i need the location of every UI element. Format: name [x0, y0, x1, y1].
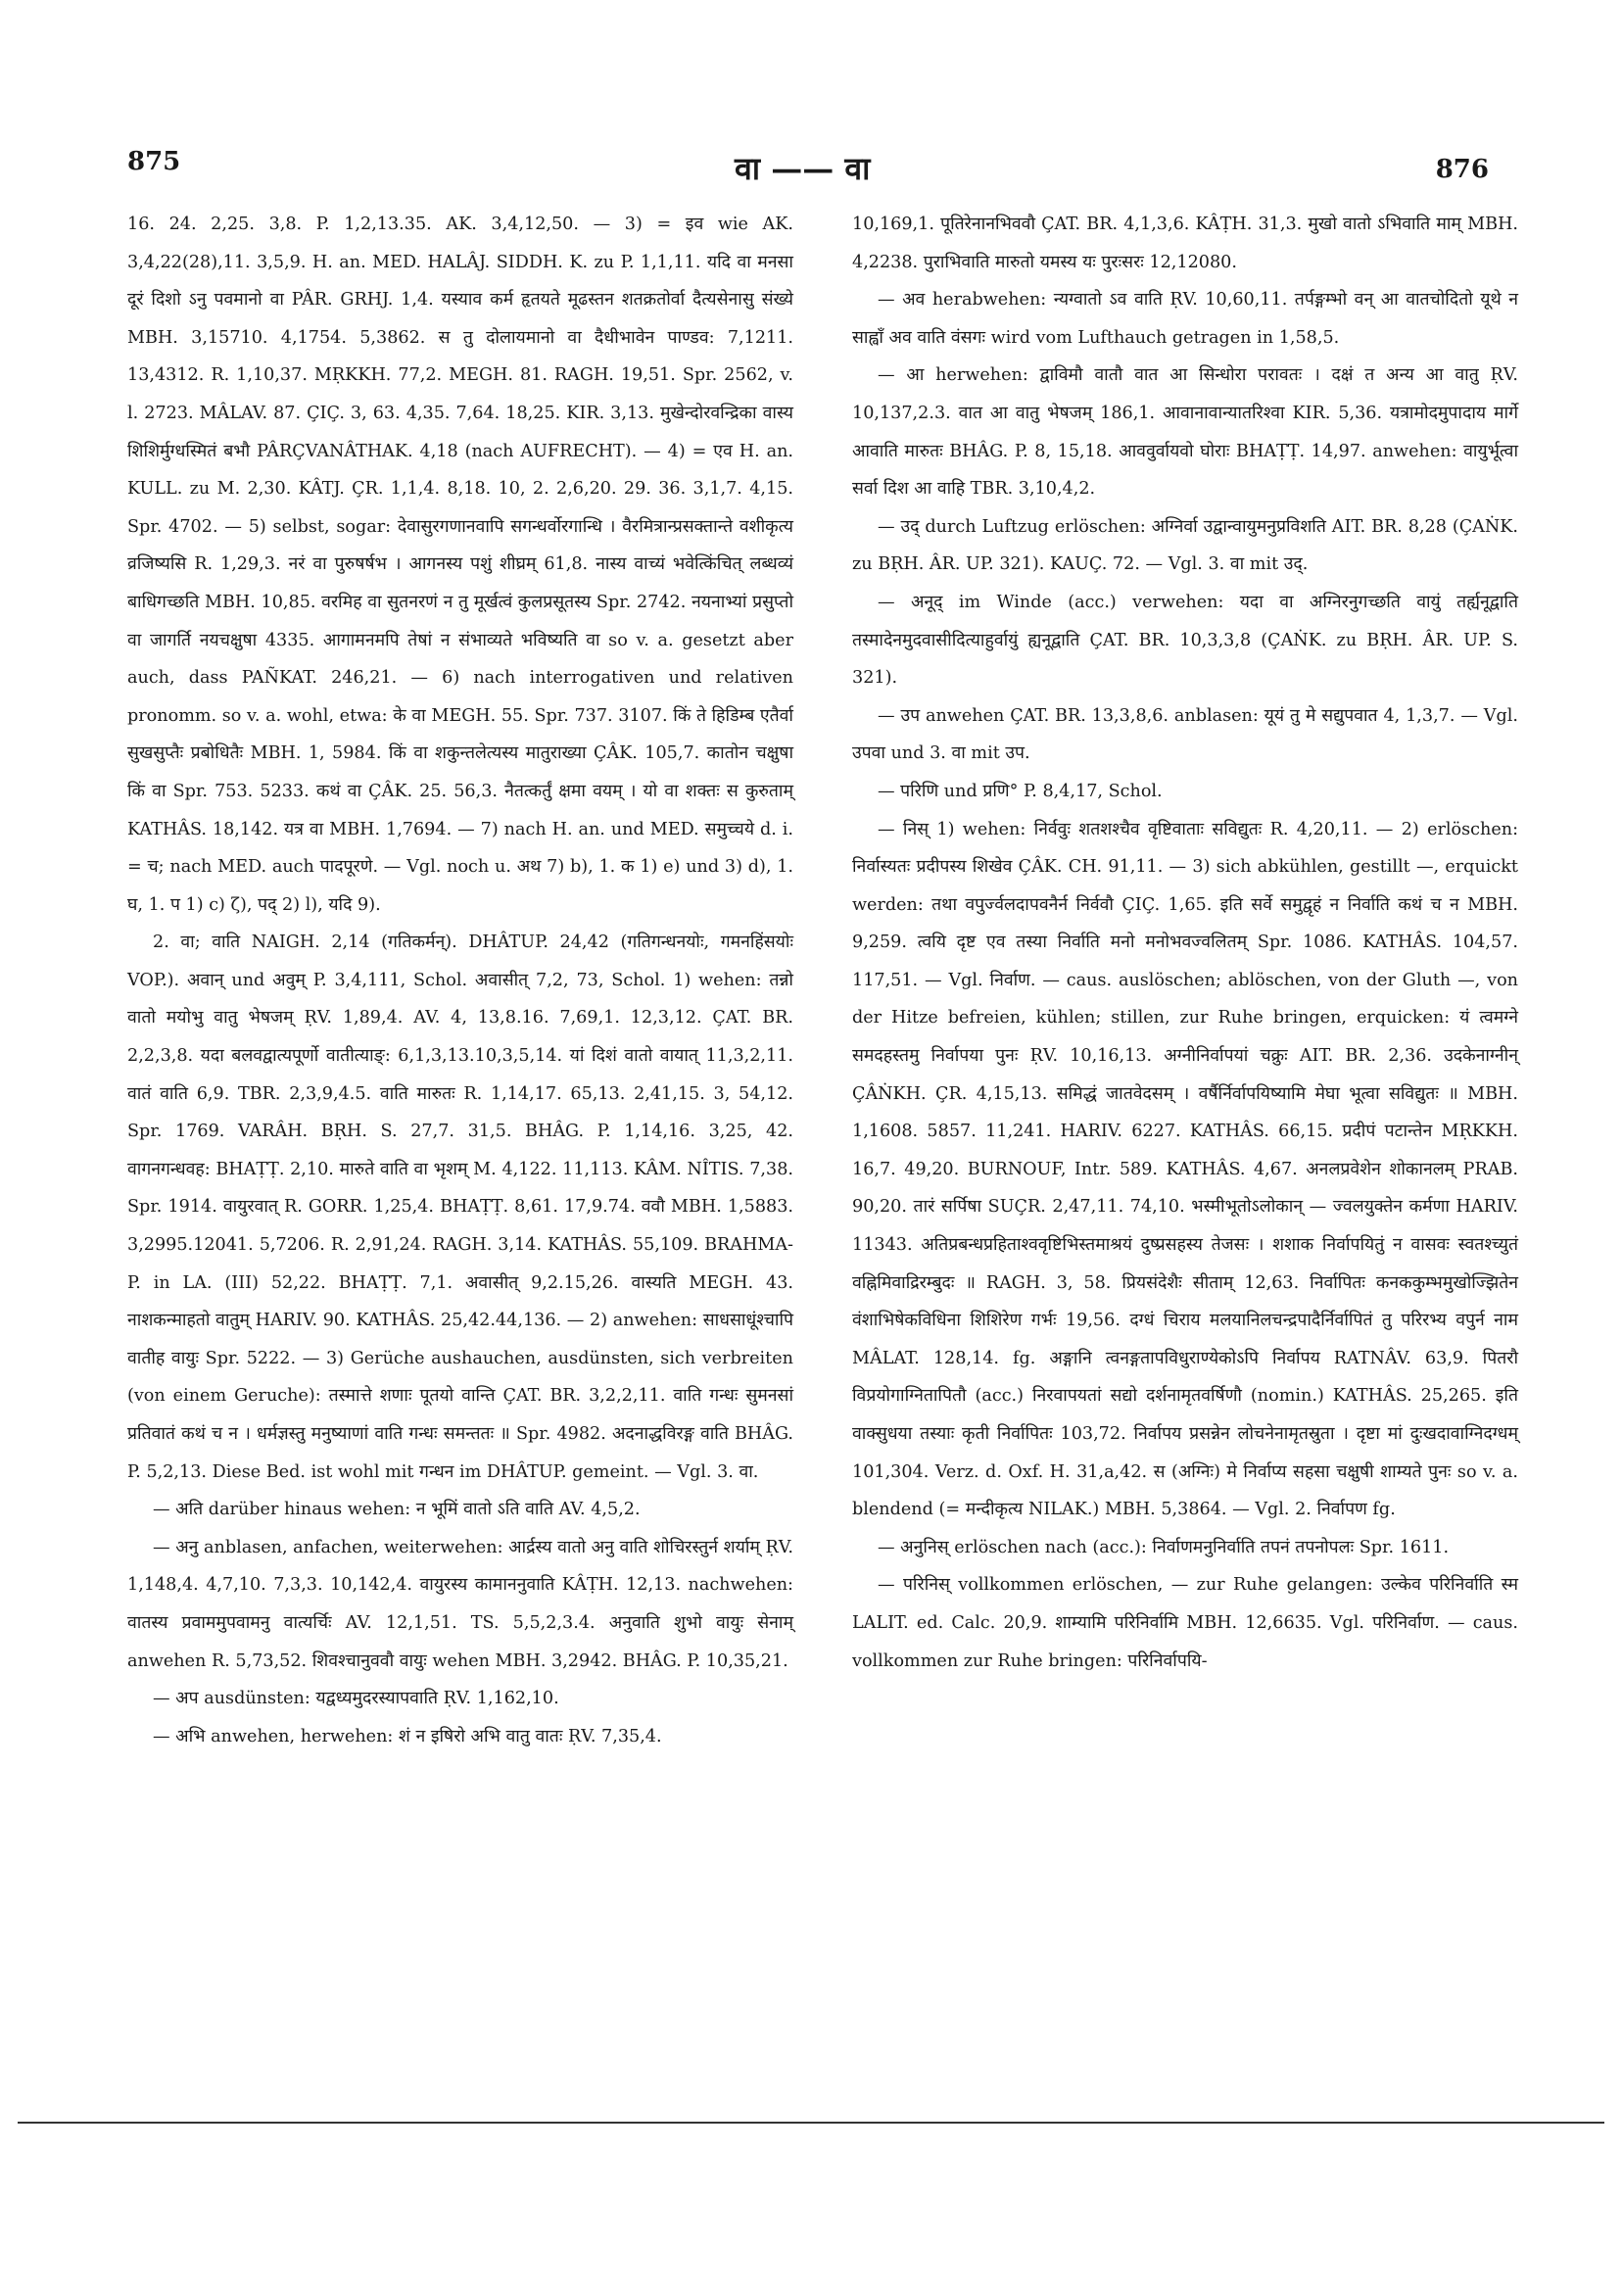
page-number-right: 876: [1435, 155, 1489, 184]
dictionary-paragraph: — अति darüber hinaus wehen: न भूमिं वातो ऽति वाति AV. 4,5,2.: [153, 1500, 641, 1520]
dictionary-paragraph: — अभि anwehen, herwehen: शं न इषिरो अभि वातु वातः ṚV. 7,35,4.: [153, 1726, 662, 1746]
dictionary-paragraph: 2. वा; वाति NAIGH. 2,14 (गतिकर्मन्). DHÂTUP. 24,42 (गतिगन्धनयोः, गमनहिंसयोः VOP.). अवान् und अवुम् P. 3,4,111, Schol. अवासीत् 7,2, 73, Schol. 1) wehen: तन्नो वातो मयोभु वातु भेषजम् ṚV. 1,89,4. AV. 4, 13,8.16. 7,69,1. 12,3,12. ÇAT. BR. 2,2,3,8. यदा बलवद्वात्यपूर्णो वातीत्याङ्: 6,1,3,13.10,3,5,14. यां दिशं वातो वायात् 11,3,2,11. वातं वाति 6,9. TBR. 2,3,9,4.5. वाति मारुतः R. 1,14,17. 65,13. 2,41,15. 3, 54,12. Spr. 1769. VARÂH. BṚH. S. 27,7. 31,5. BHÂG. P. 1,14,16. 3,25, 42. वागनगन्धवह: BHAṬṬ. 2,10. मारुते वाति वा भृशम् M. 4,122. 11,113. KÂM. NÎTIS. 7,38. Spr. 1914. वायुरवात् R. GORR. 1,25,4. BHAṬṬ. 8,61. 17,9.74. ववौ MBH. 1,5883. 3,2995.12041. 5,7206. R. 2,91,24. RAGH. 3,14. KATHÂS. 55,109. BRAHMA-P. in LA. (III) 52,22. BHAṬṬ. 7,1. अवासीत् 9,2.15,26. वास्यति MEGH. 43. नाशकन्माहतो वातुम् HARIV. 90. KATHÂS. 25,42.44,136. — 2) anwehen: साधसाधूंश्चापि वातीह वायुः Spr. 5222. — 3) Gerüche aushauchen, ausdünsten, sich verbreiten (von einem Geruche): तस्मात्ते शणाः पूतयो वान्ति ÇAT. BR. 3,2,2,11. वाति गन्धः सुमनसां प्रतिवातं कथं च न । धर्मज्ञस्तु मनुष्याणां वाति गन्धः समन्ततः ॥ Spr. 4982. अदनाद्धविरङ्ग वाति BHÂG. P. 5,2,13. Diese Bed. ist wohl mit गन्धन im DHÂTUP. gemeint. — Vgl. 3. वा.: [127, 933, 793, 1482]
bottom-rule: [18, 2122, 1604, 2124]
page-number-left: 875: [127, 147, 181, 176]
dictionary-paragraph: — अप ausdünsten: यद्वध्यमुदरस्यापवाति ṚV. 1,162,10.: [153, 1689, 559, 1709]
dictionary-paragraph: — अनूद् im Winde (acc.) verwehen: यदा वा अग्निरनुगच्छति वायुं तर्ह्यनूद्वाति तस्मादेनमुदवासीदित्याहुर्वायुं ह्यनूद्वाति ÇAT. BR. 10,3,3,8 (ÇAṄK. zu BṚH. ÂR. UP. S. 321).: [852, 592, 1518, 689]
right-column: [852, 206, 1518, 1680]
dictionary-paragraph: — अनु anblasen, anfachen, weiterwehen: आर्द्रस्य वातो अनु वाति शोचिरस्तुर्न शर्याम् ṚV. 1,148,4. 4,7,10. 7,3,3. 10,142,4. वायुरस्य कामाननुवाति KÂṬH. 12,13. nachwehen: वातस्य प्रवाममुपवामनु वात्यर्चिः AV. 12,1,51. TS. 5,5,2,3.4. अनुवाति शुभो वायुः सेनाम् anwehen R. 5,73,52. शिवश्चानुववौ वायुः wehen MBH. 3,2942. BHÂG. P. 10,35,21.: [127, 1537, 793, 1671]
dictionary-paragraph: — उप anwehen ÇAT. BR. 13,3,8,6. anblasen: यूयं तु मे सद्युपवात 4, 1,3,7. — Vgl. उपवा und 3. वा mit उप.: [852, 705, 1518, 764]
dictionary-paragraph: — अव herabwehen: न्यग्वातो ऽव वाति ṚV. 10,60,11. तर्पङ्गम्भो वन् आ वातचोदितो यूथे न साह्वाँ अव वाति वंसगः wird vom Lufthauch getragen in 1,58,5.: [852, 290, 1518, 348]
dictionary-paragraph: — आ herwehen: द्वाविमौ वातौ वात आ सिन्धोरा परावतः । दक्षं त अन्य आ वातु ṚV. 10,137,2.3. वात आ वातु भेषजम् 186,1. आवानावान्यातरिश्वा KIR. 5,36. यत्रामोदमुपादाय मार्गे आवाति मारुतः BHÂG. P. 8, 15,18. आववुर्वायवो घोराः BHAṬṬ. 14,97. anwehen: वायुर्भूत्वा सर्वा दिश आ वाहि TBR. 3,10,4,2.: [852, 365, 1518, 500]
dictionary-paragraph: — परिणि und प्रणि° P. 8,4,17, Schol.: [878, 781, 1163, 801]
dictionary-paragraph: — निस् 1) wehen: निर्ववुः शतशश्चैव वृष्टिवाताः सविद्युतः R. 4,20,11. — 2) erlöschen: निर्वास्यतः प्रदीपस्य शिखेव ÇÂK. CH. 91,11. — 3) sich abkühlen, gestillt —, erquickt werden: तथा वपुर्ज्वलदापवनैर्न निर्ववौ ÇIÇ. 1,65. इति सर्वे समुद्वृहं न निर्वाति कथं च न MBH. 9,259. त्वयि दृष्ट एव तस्या निर्वाति मनो मनोभवज्वलितम् Spr. 1086. KATHÂS. 104,57. 117,51. — Vgl. निर्वाण. — caus. auslöschen; ablöschen, von der Gluth —, von der Hitze befreien, kühlen; stillen, zur Ruhe bringen, erquicken: यं त्वमग्ने समदहस्तमु निर्वापया पुनः ṚV. 10,16,13. अग्नीनिर्वापयां चक्रुः AIT. BR. 2,36. उदकेनाग्नीन् ÇÂṄKH. ÇR. 4,15,13. समिद्धं जातवेदसम् । वर्षैर्निर्वापयिष्यामि मेघा भूत्वा सविद्युतः ॥ MBH. 1,1608. 5857. 11,241. HARIV. 6227. KATHÂS. 66,15. प्रदीपं पटान्तेन MṚKKH. 16,7. 49,20. BURNOUF, Intr. 589. KATHÂS. 4,67. अनलप्रवेशेन शोकानलम् PRAB. 90,20. तारं सर्पिषा SUÇR. 2,47,11. 74,10. भस्मीभूतोऽलोकान् — ज्वलयुक्तेन कर्मणा HARIV. 11343. अतिप्रबन्धप्रहिताश्ववृष्टिभिस्तमाश्रयं दुष्प्रसहस्य तेजसः । शशाक निर्वापयितुं न वासवः स्वतश्च्युतं वह्निमिवाद्रिरम्बुदः ॥ RAGH. 3, 58. प्रियसंदेशैः सीताम् 12,63. निर्वापितः कनककुम्भमुखोज्झितेन वंशाभिषेकविधिना शिशिरेण गर्भः 19,56. दग्धं चिराय मलयानिलचन्द्रपादैर्निर्वापितं तु परिरभ्य वपुर्न नाम MÂLAT. 128,14. fg. अङ्गानि त्वनङ्गतापविधुराण्येकोऽपि निर्वापय RATNÂV. 63,9. पितरौ विप्रयोगाग्नितापितौ (acc.) निरवापयतां सद्यो दर्शनामृतवर्षिणौ (nomin.) KATHÂS. 25,265. इति वाक्सुधया तस्याः कृती निर्वापितः 103,72. निर्वापय प्रसन्नेन लोचनेनामृतस्रुता । दृष्टा मां दुःखदावाग्निदग्धम् 101,304. Verz. d. Oxf. H. 31,a,42. स (अग्निः) मे निर्वाप्य सहसा चक्षुषी शाम्यते पुनः so v. a. blendend (= मन्दीकृत्य NILAK.) MBH. 5,3864. — Vgl. 2. निर्वापण fg.: [852, 819, 1518, 1520]
dictionary-paragraph: 10,169,1. पूतिरेनानभिववौ ÇAT. BR. 4,1,3,6. KÂṬH. 31,3. मुखो वातो ऽभिवाति माम् MBH. 4,2238. पुराभिवाति मारुतो यमस्य यः पुरःसरः 12,12080.: [852, 215, 1518, 272]
dictionary-paragraph: 16. 24. 2,25. 3,8. P. 1,2,13.35. AK. 3,4,12,50. — 3) = इव wie AK. 3,4,22(28),11. 3,5,9. H. an. MED. HALÂJ. SIDDH. K. zu P. 1,1,11. यदि वा मनसा दूरं दिशो ऽनु पवमानो वा PÂR. GRHJ. 1,4. यस्याव कर्म हृतयते मूढस्तन शतक्रतोर्वा दैत्यसेनासु संख्ये MBH. 3,15710. 4,1754. 5,3862. स तु दोलायमानो वा दैधीभावेन पाण्डव: 7,1211. 13,4312. R. 1,10,37. MṚKKH. 77,2. MEGH. 81. RAGH. 19,51. Spr. 2562, v. l. 2723. MÂLAV. 87. ÇIÇ. 3, 63. 4,35. 7,64. 18,25. KIR. 3,13. मुखेन्दोरवन्द्रिका वास्य शिशिर्मुग्धस्मितं बभौ PÂRÇVANÂTHAK. 4,18 (nach AUFRECHT). — 4) = एव H. an. KULL. zu M. 2,30. KÂTJ. ÇR. 1,1,4. 8,18. 10, 2. 2,6,20. 29. 36. 3,1,7. 4,15. Spr. 4702. — 5) selbst, sogar: देवासुरगणानवापि सगन्धर्वोरगान्धि । वैरमित्रान्प्रसक्तान्ते वशीकृत्य व्रजिष्यसि R. 1,29,3. नरं वा पुरुषर्षभ । आगनस्य पशुं शीघ्रम् 61,8. नास्य वाच्यं भवेत्किंचित् लब्धव्यं बाधिगच्छति MBH. 10,85. वरमिह वा सुतनरणं न तु मूर्खत्वं कुलप्रसूतस्य Spr. 2742. नयनाभ्यां प्रसुप्तो वा जागर्ति नयचक्षुषा 4335. आगामनमपि तेषां न संभाव्यते भविष्यति वा so v. a. gesetzt aber auch, dass PAÑKAT. 246,21. — 6) nach interrogativen und relativen pronomm. so v. a. wohl, etwa: के वा MEGH. 55. Spr. 737. 3107. किं ते हिडिम्ब एतैर्वा सुखसुप्तैः प्रबोधितैः MBH. 1, 5984. किं वा शकुन्तलेत्यस्य मातुराख्या ÇÂK. 105,7. कातोन चक्षुषा किं वा Spr. 753. 5233. कथं वा ÇÂK. 25. 56,3. नैतत्कर्तुं क्षमा वयम् । यो वा शक्तः स कुरुताम् KATHÂS. 18,142. यत्र वा MBH. 1,7694. — 7) nach H. an. und MED. समुच्चये d. i. = च; nach MED. auch पादपूरणे. — Vgl. noch u. अथ 7) b), 1. क 1) e) und 3) d), 1. घ, 1. प 1) c) ζ), पद् 2) l), यदि 9).: [127, 215, 794, 915]
dictionary-paragraph: — उद् durch Luftzug erlöschen: अग्निर्वा उद्वान्वायुमनुप्रविशति AIT. BR. 8,28 (ÇAṄK. zu BṚH. ÂR. UP. 321). KAUÇ. 72. — Vgl. 3. वा mit उद्.: [852, 516, 1518, 575]
dictionary-paragraph: — अनुनिस् erlöschen nach (acc.): निर्वाणमनुनिर्वाति तपनं तपनोपलः Spr. 1611.: [878, 1537, 1450, 1557]
page-header: [127, 147, 1489, 192]
running-headword: वा —— वा: [735, 150, 871, 187]
dictionary-paragraph: — परिनिस् vollkommen erlöschen, — zur Ruhe gelangen: उल्केव परिनिर्वाति स्म LALIT. ed. Calc. 20,9. शाम्यामि परिनिर्वामि MBH. 12,6635. Vgl. परिनिर्वाण. — caus. vollkommen zur Ruhe bringen: परिनिर्वापयि-: [852, 1575, 1518, 1671]
left-column: [127, 206, 793, 1755]
